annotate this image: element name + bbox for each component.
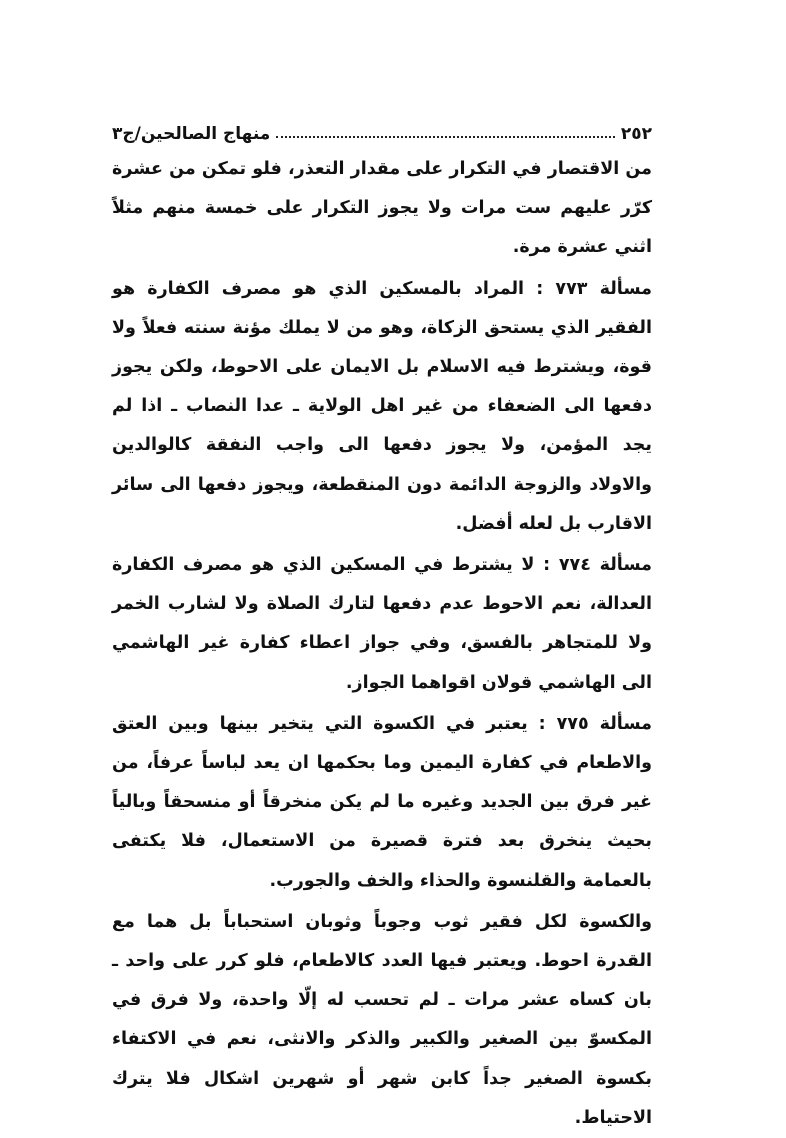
page-header <box>112 110 652 144</box>
paragraph-continuation <box>112 150 652 268</box>
page-body <box>112 150 652 1138</box>
book-title: منهاج الصالحين/ج٣ <box>112 124 271 144</box>
paragraph-masala-775 <box>112 705 652 901</box>
paragraph-text: يعتبر في الكسوة التي يتخير بينها وبين العتق والاطعام في كفارة اليمين وما بحكمها ان يعد لباساً عرفاً، من غير فرق بين الجديد وغيره ما لم يكن منخرقاً أو منسحقاً وبالياً بحيث ينخرق بعد فترة قصيرة من الاستعمال، فلا يكتفى بالعمامة والقلنسوة والحذاء والخف والجورب. <box>112 713 652 891</box>
header-dotted-leader <box>276 135 615 138</box>
masala-label: مسألة ٧٧٥ : <box>538 713 652 734</box>
paragraph-text: المراد بالمسكين الذي هو مصرف الكفارة هو الفقير الذي يستحق الزكاة، وهو من لا يملك مؤنة سنته فعلاً ولا قوة، ويشترط فيه الاسلام بل الايمان على الاحوط، ولكن يجوز دفعها الى الضعفاء من غير اهل الولاية ـ عدا النصاب ـ اذا لم يجد المؤمن، ولا يجوز دفعها الى واجب النفقة كالوالدين والاولاد والزوجة الدائمة دون المنقطعة، ويجوز دفعها الى سائر الاقارب بل لعله أفضل. <box>112 278 652 534</box>
paragraph-text: لا يشترط في المسكين الذي هو مصرف الكفارة العدالة، نعم الاحوط عدم دفعها لتارك الصلاة ولا لشارب الخمر ولا للمتجاهر بالفسق، وفي جواز اعطاء كفارة غير الهاشمي الى الهاشمي قولان اقواهما الجواز. <box>112 555 652 693</box>
paragraph-text: والكسوة لكل فقير ثوب وجوباً وثوبان استحباباً بل هما مع القدرة احوط. ويعتبر فيها العدد كالاطعام، فلو كرر على واحد ـ بان كساه عشر مرات ـ لم تحسب له إلّا واحدة، ولا فرق في المكسوّ بين الصغير والكبير والذكر والانثى، نعم في الاكتفاء بكسوة الصغير جداً كابن شهر أو شهرين اشكال فلا يترك الاحتياط. <box>112 911 652 1128</box>
masala-label: مسألة ٧٧٣ : <box>536 278 653 299</box>
masala-label: مسألة ٧٧٤ : <box>543 555 653 576</box>
page-number: ٢٥٢ <box>620 124 652 144</box>
paragraph-kiswa <box>112 903 652 1138</box>
paragraph-masala-774 <box>112 546 652 703</box>
paragraph-text: من الاقتصار في التكرار على مقدار التعذر، فلو تمكن من عشرة كرّر عليهم ست مرات ولا يجوز التكرار على خمسة منهم مثلاً اثني عشرة مرة. <box>112 159 652 258</box>
paragraph-masala-773 <box>112 270 652 544</box>
